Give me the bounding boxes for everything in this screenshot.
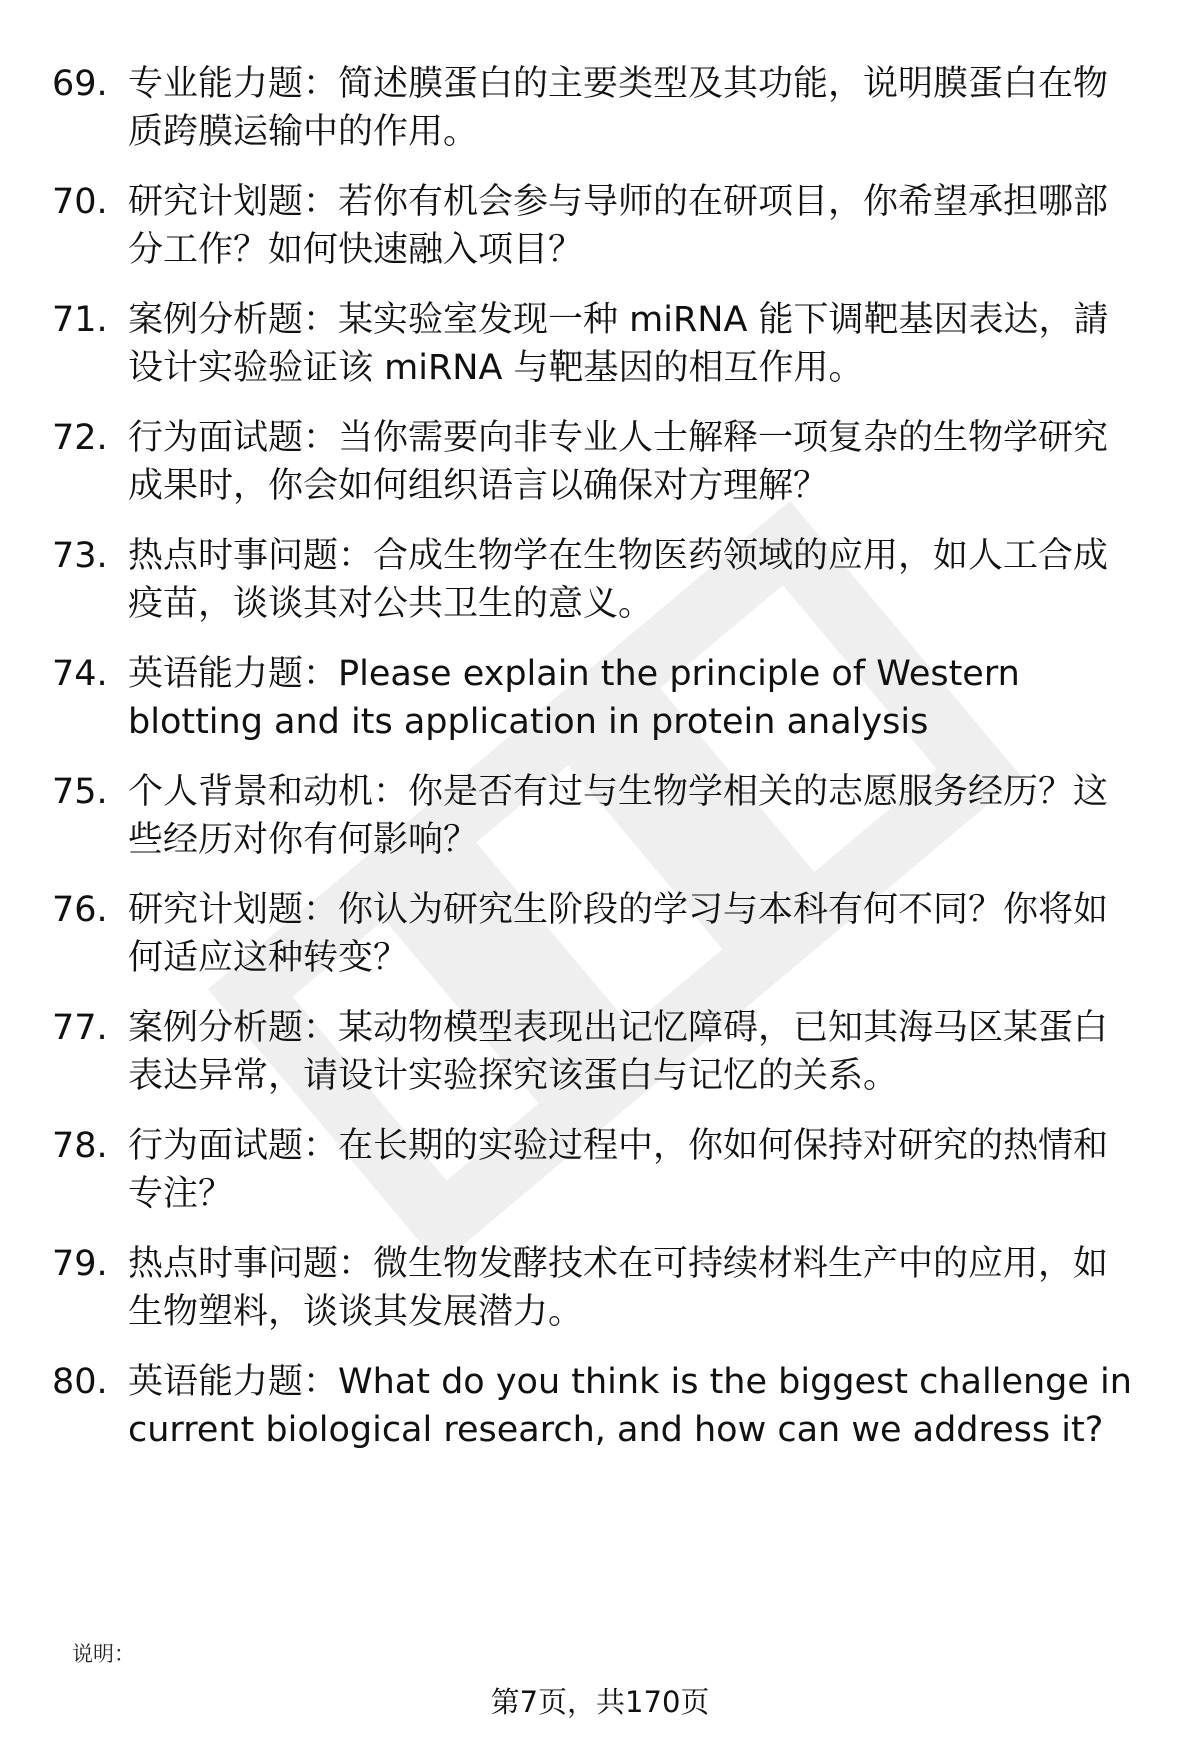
question-number: 69. [52, 64, 108, 104]
question-text: 研究计划题：你认为研究生阶段的学习与本科有何不同？你将如何适应这种转变？ [128, 890, 1109, 978]
list-item [0, 296, 1200, 416]
question-number: 74. [52, 654, 108, 694]
question-text: 案例分析题：某实验室发现一种 miRNA 能下调靶基因表达，請设计实验验证该 miRNA 与靶基因的相互作用。 [128, 300, 1109, 388]
question-number: 79. [52, 1244, 108, 1284]
question-number: 73. [52, 536, 108, 576]
list-item [0, 768, 1200, 888]
list-item [0, 532, 1200, 652]
question-number: 78. [52, 1126, 108, 1166]
question-number: 72. [52, 418, 108, 458]
list-item [0, 414, 1200, 534]
list-item [0, 1240, 1200, 1360]
page-footer: 第7页，共170页 [490, 1685, 710, 1719]
list-item [0, 178, 1200, 298]
list-item [0, 1004, 1200, 1124]
list-item [0, 886, 1200, 1006]
list-item [0, 60, 1200, 180]
list-item [0, 1358, 1200, 1478]
question-number: 77. [52, 1008, 108, 1048]
question-text: 个人背景和动机：你是否有过与生物学相关的志愿服务经历？这些经历对你有何影响？ [128, 772, 1109, 860]
question-text: 案例分析题：某动物模型表现出记忆障碍，已知其海马区某蛋白表达异常，请设计实验探究该蛋白与记忆的关系。 [128, 1008, 1109, 1096]
question-number: 71. [52, 300, 108, 340]
question-number: 75. [52, 772, 108, 812]
question-text: 研究计划题：若你有机会参与导师的在研项目，你希望承担哪部分工作？如何快速融入项目？ [128, 182, 1109, 270]
question-text: 行为面试题：在长期的实验过程中，你如何保持对研究的热情和专注？ [128, 1126, 1109, 1214]
question-text: 热点时事问题：微生物发酵技术在可持续材料生产中的应用，如生物塑料，谈谈其发展潜力。 [128, 1244, 1109, 1332]
question-text: 英语能力题：Please explain the principle of Western blotting and its application in protein analysis [128, 654, 1020, 742]
note-label: 说明： [72, 1642, 135, 1666]
list-item [0, 650, 1200, 770]
question-text: 行为面试题：当你需要向非专业人士解释一项复杂的生物学研究成果时，你会如何组织语言以确保对方理解？ [128, 418, 1109, 506]
question-text: 热点时事问题：合成生物学在生物医药领域的应用，如人工合成疫苗，谈谈其对公共卫生的意义。 [128, 536, 1109, 624]
question-text: 英语能力题：What do you think is the biggest challenge in current biological research, and how can we address it? [128, 1362, 1132, 1450]
list-item [0, 1122, 1200, 1242]
question-number: 76. [52, 890, 108, 930]
question-text: 专业能力题：简述膜蛋白的主要类型及其功能，说明膜蛋白在物质跨膜运输中的作用。 [128, 64, 1109, 152]
question-number: 80. [52, 1362, 108, 1402]
question-number: 70. [52, 182, 108, 222]
